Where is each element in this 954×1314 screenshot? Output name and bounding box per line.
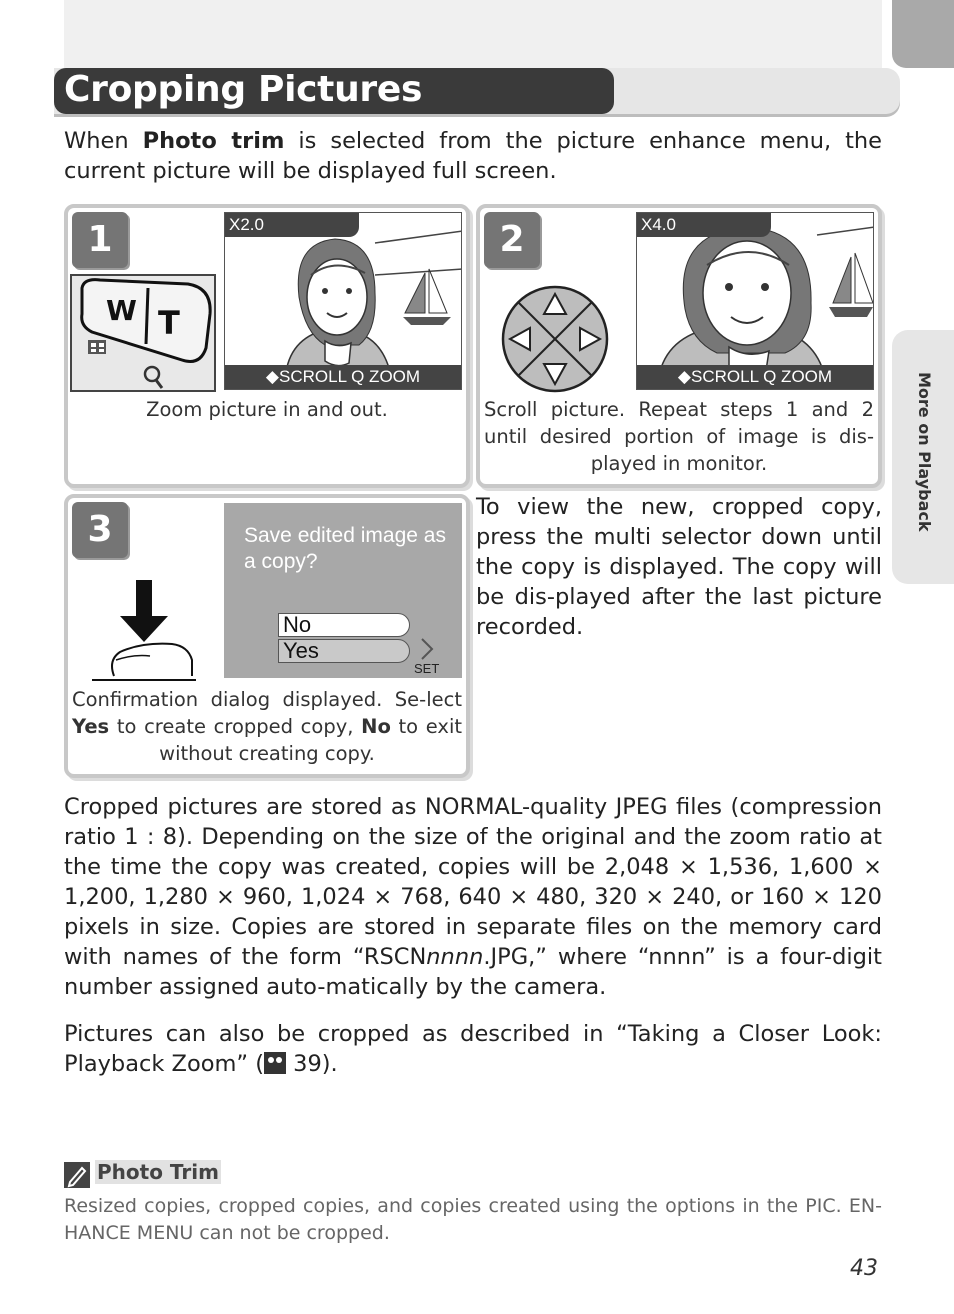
monitor-screen-1 [224,212,462,390]
pencil-icon [64,1162,90,1188]
page-reference-icon [264,1052,286,1074]
step-3-caption: Confirmation dialog displayed. Se-lect Yes to create cropped copy, No to exit without creating copy. [72,688,463,765]
wide-label: W [106,294,137,327]
portrait-photo [225,213,462,390]
dialog-question: Save edited image as a copy? [244,524,446,573]
step-1-caption: Zoom picture in and out. [146,398,388,421]
step-2-number: 2 [484,212,540,268]
step-1-number: 1 [72,212,128,268]
step-3-number: 3 [72,502,128,558]
menu-item-name: Photo trim [142,128,285,154]
set-label: SET [414,661,440,676]
option-no[interactable]: No [278,613,410,637]
page-number: 43 [850,1256,878,1281]
option-yes[interactable]: Yes [278,639,410,663]
page-title: Cropping Pictures [64,69,423,110]
press-down-illustration [88,576,200,684]
scroll-zoom-guide: ◆SCROLL Q ZOOM [225,365,461,389]
view-copy-paragraph: To view the new, cropped copy, press the multi selector down until the copy is displayed. The copy will be dis-played after the last picture recorded. [476,494,882,640]
note-text: Resized copies, cropped copies, and copies created using the options in the PIC. EN-HANCE MENU can not be cropped. [64,1195,882,1244]
zoom-indicator: X2.0 [225,213,359,237]
down-arrow-icon [120,580,168,642]
stored-copies-paragraph: Cropped pictures are stored as NORMAL-quality JPEG files (compression ratio 1 : 8). Depending on the size of the original and the zoom ratio at the time the copy was created, copies will be 2,048 × 1,536, 1,600 × 1,200, 1,280 × 960, 1,024 × 768, 640 × 480, 320 × 240, or 160 × 120 pixels in size. Copies are stored in separate files on the memory card with names of the form “RSCNnnnn.JPG,” where “nnnn” is a four-digit number assigned auto-matically by the camera. [64,794,882,1000]
note-title: Photo Trim [97,1160,219,1184]
intro-paragraph: When Photo trim is selected from the picture enhance menu, the current picture will be displayed full screen. [64,128,882,184]
monitor-screen-2 [636,212,874,390]
section-tab-label: More on Playback [915,372,934,532]
header-band [64,0,882,70]
tele-label: T [158,304,180,342]
chevron-right-icon [420,637,434,661]
portrait-photo-zoomed [637,213,874,390]
zoom-button-illustration [70,274,216,392]
corner-tab [892,0,954,68]
scroll-zoom-guide: ◆SCROLL Q ZOOM [637,365,873,389]
zoom-indicator: X4.0 [637,213,771,237]
save-copy-dialog [224,503,462,678]
finger-icon [112,644,192,676]
thumbnail-icon [88,340,106,354]
step-2-caption: Scroll picture. Repeat steps 1 and 2 until desired portion of image is dis-played in monitor. [484,398,874,475]
multi-selector-icon [500,284,610,394]
playback-zoom-paragraph: Pictures can also be cropped as described in “Taking a Closer Look: Playback Zoom” ( 39). [64,1021,882,1077]
